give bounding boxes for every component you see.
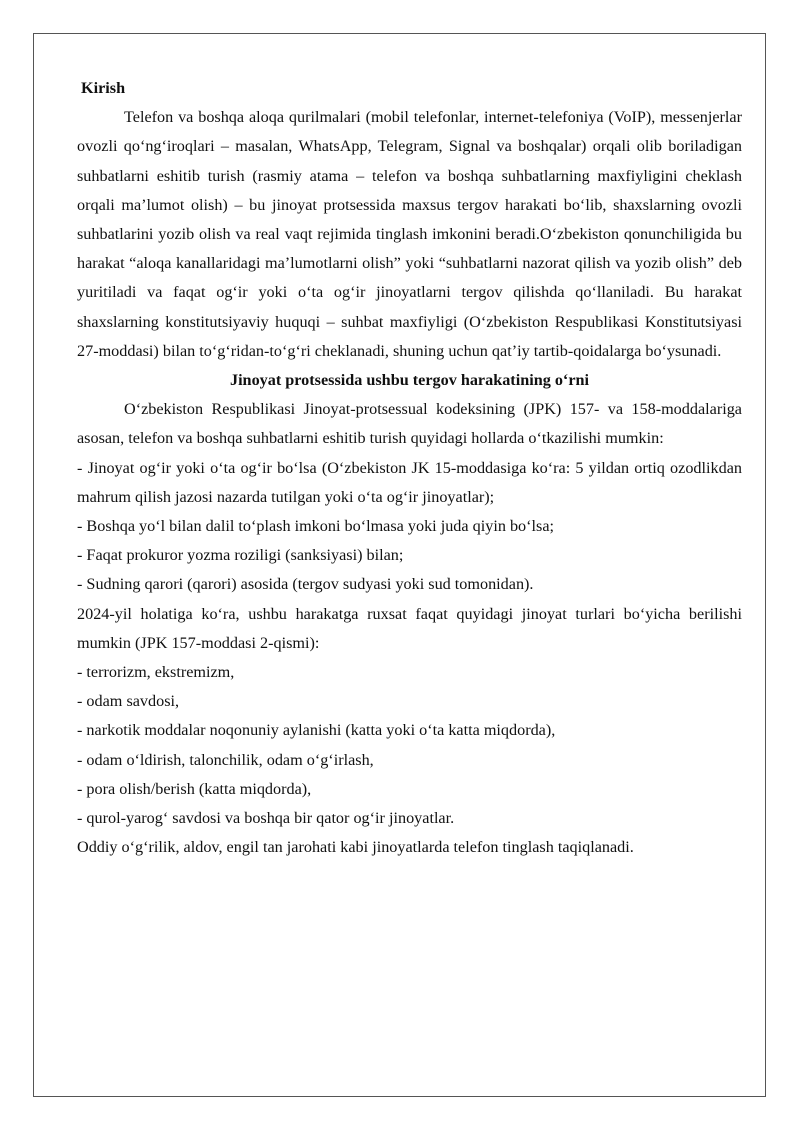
section-paragraph: O‘zbekiston Respublikasi Jinoyat-protsessual kodeksining (JPK) 157- va 158-moddalariga asosan, telefon va boshqa suhbatlarni eshitib turish quyidagi hollarda o‘tkazilishi mumkin:: [77, 400, 742, 448]
section-heading: Jinoyat protsessida ushbu tergov harakatining o‘rni: [229, 371, 590, 390]
closing-line: Oddiy o‘g‘rilik, aldov, engil tan jarohati kabi jinoyatlarda telefon tinglash taqiqlanadi.: [77, 838, 634, 857]
list-item: - qurol-yarog‘ savdosi va boshqa bir qator og‘ir jinoyatlar.: [77, 809, 455, 828]
list-item: - narkotik moddalar noqonuniy aylanishi (katta yoki o‘ta katta miqdorda),: [77, 721, 556, 740]
list-item: - Jinoyat og‘ir yoki o‘ta og‘ir bo‘lsa (O‘zbekiston JK 15-moddasiga ko‘ra: 5 yildan ortiq ozodlikdan mahrum qilish jazosi nazarda tutilgan yoki o‘ta og‘ir jinoyatlar);: [77, 458, 742, 506]
list-item: - terrorizm, ekstremizm,: [77, 663, 235, 682]
crimes-list: [77, 658, 742, 833]
intro-paragraph: Telefon va boshqa aloqa qurilmalari (mobil telefonlar, internet-telefoniya (VoIP), messenjerlar ovozli qo‘ng‘iroqlari – masalan, WhatsApp, Telegram, Signal va boshqalar) orqali olib boriladigan suhbatlarni eshitib turish (rasmiy atama – telefon va boshqa suhbatlarning maxfiyligini cheklash orqali ma’lumot olish) – bu jinoyat protsessida maxsus tergov harakati bo‘lib, shaxslarning ovozli suhbatlarini yozib olish va real vaqt rejimida tinglash imkonini beradi.O‘zbekiston qonunchiligida bu harakat “aloqa kanallaridagi ma’lumotlarni olish” yoki “suhbatlarni nazorat qilish va yozib olish” deb yuritiladi va faqat og‘ir yoki o‘ta og‘ir jinoyatlarni tergov qilishda qo‘llaniladi. Bu harakat shaxslarning konstitutsiyaviy huquqi – suhbat maxfiyligi (O‘zbekiston Respublikasi Konstitutsiyasi 27-moddasi) bilan to‘g‘ridan-to‘g‘ri cheklanadi, shuning uchun qat’iy tartib-qoidalarga bo‘ysunadi.: [77, 108, 742, 360]
conditions-list: [77, 454, 742, 600]
crimes-intro: 2024-yil holatiga ko‘ra, ushbu harakatga ruxsat faqat quyidagi jinoyat turlari bo‘yicha berilishi mumkin (JPK 157-moddasi 2-qismi):: [77, 604, 742, 652]
list-item: - Boshqa yo‘l bilan dalil to‘plash imkoni bo‘lmasa yoki juda qiyin bo‘lsa;: [77, 517, 555, 536]
list-item: - pora olish/berish (katta miqdorda),: [77, 779, 312, 798]
list-item: - Sudning qarori (qarori) asosida (tergov sudyasi yoki sud tomonidan).: [77, 575, 534, 594]
intro-heading: Kirish: [81, 79, 126, 97]
list-item: - odam o‘ldirish, talonchilik, odam o‘g‘irlash,: [77, 750, 374, 769]
list-item: - odam savdosi,: [77, 692, 180, 711]
document-body: [77, 74, 742, 862]
list-item: - Faqat prokuror yozma roziligi (sanksiyasi) bilan;: [77, 546, 404, 565]
